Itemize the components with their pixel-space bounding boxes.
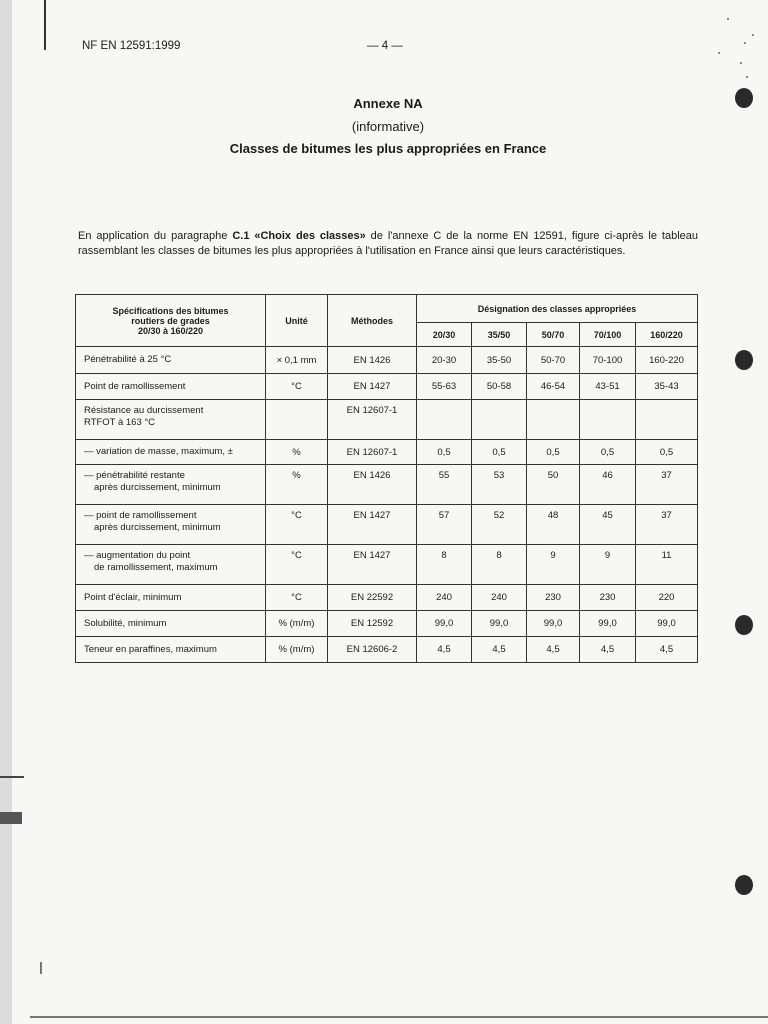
grade-header: 35/50 xyxy=(472,323,527,347)
method-cell: EN 22592 xyxy=(328,585,417,611)
property-cell: Point d'éclair, minimum xyxy=(76,585,266,611)
scan-margin-mark xyxy=(0,776,24,778)
value-cell: 220 xyxy=(636,585,698,611)
property-label: — pénétrabilité restante xyxy=(84,470,185,481)
property-cell xyxy=(76,465,266,505)
value-cell: 50-58 xyxy=(472,374,527,400)
property-sublabel: de ramollissement, maximum xyxy=(94,562,218,573)
value-cell: 240 xyxy=(417,585,472,611)
value-cell: 4,5 xyxy=(417,637,472,663)
value-cell: 9 xyxy=(580,545,636,585)
method-cell: EN 12607-1 xyxy=(328,400,417,440)
value-cell: 20-30 xyxy=(417,347,472,374)
unit-cell: % (m/m) xyxy=(266,637,328,663)
punch-hole xyxy=(735,615,753,635)
intro-paragraph xyxy=(78,229,698,258)
table-row xyxy=(76,585,698,611)
property-label: — augmentation du point xyxy=(84,550,191,561)
value-cell: 0,5 xyxy=(636,440,698,465)
unit-column-header: Unité xyxy=(266,295,328,347)
unit-cell: % (m/m) xyxy=(266,611,328,637)
punch-hole xyxy=(735,350,753,370)
table-row xyxy=(76,465,698,505)
property-cell xyxy=(76,505,266,545)
method-cell: EN 1426 xyxy=(328,465,417,505)
method-cell: EN 1427 xyxy=(328,374,417,400)
value-cell: 99,0 xyxy=(472,611,527,637)
property-cell xyxy=(76,545,266,585)
value-cell: 35-50 xyxy=(472,347,527,374)
method-cell: EN 12592 xyxy=(328,611,417,637)
value-cell: 0,5 xyxy=(580,440,636,465)
value-cell: 99,0 xyxy=(580,611,636,637)
value-cell: 46 xyxy=(580,465,636,505)
scan-margin-mark xyxy=(40,962,42,974)
value-cell: 11 xyxy=(636,545,698,585)
value-cell xyxy=(636,400,698,440)
annex-title: Annexe NA xyxy=(353,96,423,111)
property-sublabel: RTFOT à 163 °C xyxy=(84,417,156,428)
value-cell: 46-54 xyxy=(527,374,580,400)
property-cell xyxy=(76,400,266,440)
intro-text-before: En application du paragraphe xyxy=(78,230,233,242)
value-cell: 50 xyxy=(527,465,580,505)
scan-speck xyxy=(727,18,729,20)
table-row xyxy=(76,374,698,400)
property-sublabel: après durcissement, minimum xyxy=(94,482,221,493)
table-row xyxy=(76,637,698,663)
scan-margin-mark xyxy=(0,812,22,824)
value-cell: 37 xyxy=(636,465,698,505)
value-cell xyxy=(472,400,527,440)
value-cell: 240 xyxy=(472,585,527,611)
property-cell: Point de ramollissement xyxy=(76,374,266,400)
annex-heading: Classes de bitumes les plus appropriées en France xyxy=(229,141,547,156)
value-cell: 0,5 xyxy=(527,440,580,465)
unit-cell: °C xyxy=(266,505,328,545)
document-reference: NF EN 12591:1999 xyxy=(82,40,181,52)
scan-speck xyxy=(744,42,746,44)
table-row xyxy=(76,611,698,637)
value-cell: 8 xyxy=(472,545,527,585)
table-row xyxy=(76,505,698,545)
unit-cell: % xyxy=(266,440,328,465)
value-cell: 4,5 xyxy=(472,637,527,663)
value-cell: 35-43 xyxy=(636,374,698,400)
scan-margin-line xyxy=(44,0,46,50)
value-cell: 48 xyxy=(527,505,580,545)
table-row xyxy=(76,440,698,465)
value-cell: 160-220 xyxy=(636,347,698,374)
value-cell xyxy=(527,400,580,440)
value-cell: 52 xyxy=(472,505,527,545)
value-cell: 4,5 xyxy=(527,637,580,663)
property-cell: Pénétrabilité à 25 °C xyxy=(76,347,266,374)
value-cell: 53 xyxy=(472,465,527,505)
property-cell: — variation de masse, maximum, ± xyxy=(76,440,266,465)
spec-column-header xyxy=(76,295,266,347)
value-cell: 70-100 xyxy=(580,347,636,374)
value-cell: 55 xyxy=(417,465,472,505)
value-cell: 55-63 xyxy=(417,374,472,400)
scan-bottom-line xyxy=(30,1016,768,1018)
unit-cell: × 0,1 mm xyxy=(266,347,328,374)
value-cell xyxy=(417,400,472,440)
bitumen-spec-table xyxy=(75,294,698,663)
scan-speck xyxy=(718,52,720,54)
method-cell: EN 12607-1 xyxy=(328,440,417,465)
punch-hole xyxy=(735,875,753,895)
method-cell: EN 1427 xyxy=(328,545,417,585)
grade-header: 50/70 xyxy=(527,323,580,347)
page-number: — 4 — xyxy=(367,40,403,52)
intro-text-bold: C.1 «Choix des classes» xyxy=(232,230,366,242)
unit-cell: °C xyxy=(266,374,328,400)
grade-header: 160/220 xyxy=(636,323,698,347)
value-cell: 99,0 xyxy=(527,611,580,637)
designation-header: Désignation des classes appropriées xyxy=(417,295,698,323)
table-row xyxy=(76,347,698,374)
property-sublabel: après durcissement, minimum xyxy=(94,522,221,533)
unit-cell: % xyxy=(266,465,328,505)
property-label: — point de ramollissement xyxy=(84,510,197,521)
unit-cell xyxy=(266,400,328,440)
value-cell: 4,5 xyxy=(580,637,636,663)
spec-header-line: Spécifications des bitumes xyxy=(112,305,229,316)
value-cell: 99,0 xyxy=(417,611,472,637)
scan-speck xyxy=(746,76,748,78)
value-cell xyxy=(580,400,636,440)
method-cell: EN 12606-2 xyxy=(328,637,417,663)
intro-text-after: de l'annexe C de la norme EN 12591, figure ci-après le tableau rassemblant les classes de bitumes les plus appropriées à l'utilisation en France ainsi que leurs caractéristiques. xyxy=(78,230,698,257)
table-row xyxy=(76,545,698,585)
value-cell: 37 xyxy=(636,505,698,545)
property-cell: Teneur en paraffines, maximum xyxy=(76,637,266,663)
value-cell: 0,5 xyxy=(472,440,527,465)
unit-cell: °C xyxy=(266,585,328,611)
property-label: Résistance au durcissement xyxy=(84,405,204,416)
spec-header-line: routiers de grades xyxy=(131,315,210,326)
unit-cell: °C xyxy=(266,545,328,585)
value-cell: 43-51 xyxy=(580,374,636,400)
spec-header-line: 20/30 à 160/220 xyxy=(137,325,204,336)
value-cell: 57 xyxy=(417,505,472,545)
value-cell: 230 xyxy=(580,585,636,611)
scan-speck xyxy=(740,62,742,64)
methods-column-header: Méthodes xyxy=(328,295,417,347)
value-cell: 99,0 xyxy=(636,611,698,637)
table-row xyxy=(76,400,698,440)
scan-speck xyxy=(752,34,754,36)
value-cell: 0,5 xyxy=(417,440,472,465)
grade-header: 20/30 xyxy=(417,323,472,347)
value-cell: 50-70 xyxy=(527,347,580,374)
value-cell: 9 xyxy=(527,545,580,585)
value-cell: 230 xyxy=(527,585,580,611)
grade-header: 70/100 xyxy=(580,323,636,347)
value-cell: 8 xyxy=(417,545,472,585)
value-cell: 45 xyxy=(580,505,636,545)
annex-subtitle: (informative) xyxy=(351,119,425,134)
method-cell: EN 1426 xyxy=(328,347,417,374)
property-cell: Solubilité, minimum xyxy=(76,611,266,637)
method-cell: EN 1427 xyxy=(328,505,417,545)
value-cell: 4,5 xyxy=(636,637,698,663)
